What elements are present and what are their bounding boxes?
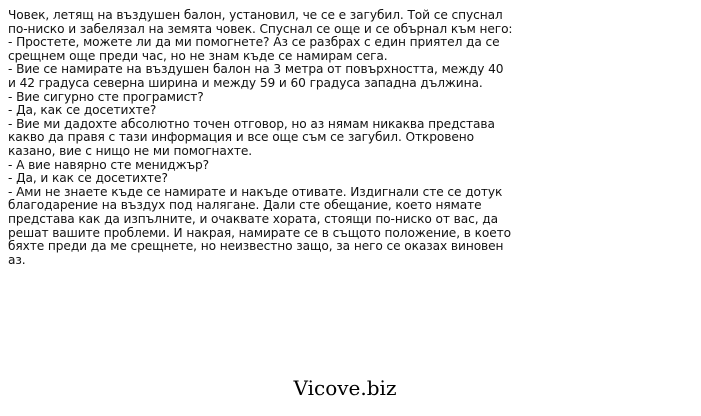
joke-line: казано, вие с нищо не ми помогнахте. xyxy=(8,143,253,158)
joke-line: бяхте преди да ме срещнете, но неизвестно защо, за него се оказах виновен xyxy=(8,239,504,254)
joke-line: благодарение на въздух под налягане. Дали сте обещание, което нямате xyxy=(8,198,482,213)
joke-line: и 42 градуса северна ширина и между 59 и 60 градуса западна дължина. xyxy=(8,75,483,90)
joke-line: представа как да изпълните, и очаквате хората, стоящи по-ниско от вас, да xyxy=(8,211,498,226)
joke-line: - А вие навярно сте мениджър? xyxy=(8,157,210,172)
joke-line: срещнем още преди час, но не знам къде се намирам сега. xyxy=(8,48,388,63)
joke-line: - Ами не знаете къде се намирате и накъде отивате. Издигнали сте се дотук xyxy=(8,184,503,199)
joke-line: Човек, летящ на въздушен балон, установил, че се е загубил. Той се спуснал xyxy=(8,8,503,22)
joke-line: аз. xyxy=(8,252,26,267)
joke-line: какво да правя с тази информация и все още съм се загубил. Откровено xyxy=(8,130,474,145)
joke-line: - Вие ми дадохте абсолютно точен отговор, но аз нямам никаква представа xyxy=(8,116,495,131)
joke-line: - Вие сигурно сте програмист? xyxy=(8,89,204,104)
joke-line: - Простете, можете ли да ми помогнете? Аз се разбрах с един приятел да се xyxy=(8,35,500,50)
joke-line: - Вие се намирате на въздушен балон на 3 метра от повърхността, между 40 xyxy=(8,62,504,77)
site-watermark: Vicove.biz xyxy=(293,376,397,400)
joke-line: - Да, как се досетихте? xyxy=(8,103,157,118)
joke-line: решат вашите проблеми. И накрая, намирате се в същото положение, в което xyxy=(8,225,511,240)
joke-line: - Да, и как се досетихте? xyxy=(8,171,168,186)
joke-line: по-ниско и забелязал на земята човек. Спуснал се още и се обърнал към него: xyxy=(8,21,513,36)
joke-text xyxy=(8,9,588,267)
